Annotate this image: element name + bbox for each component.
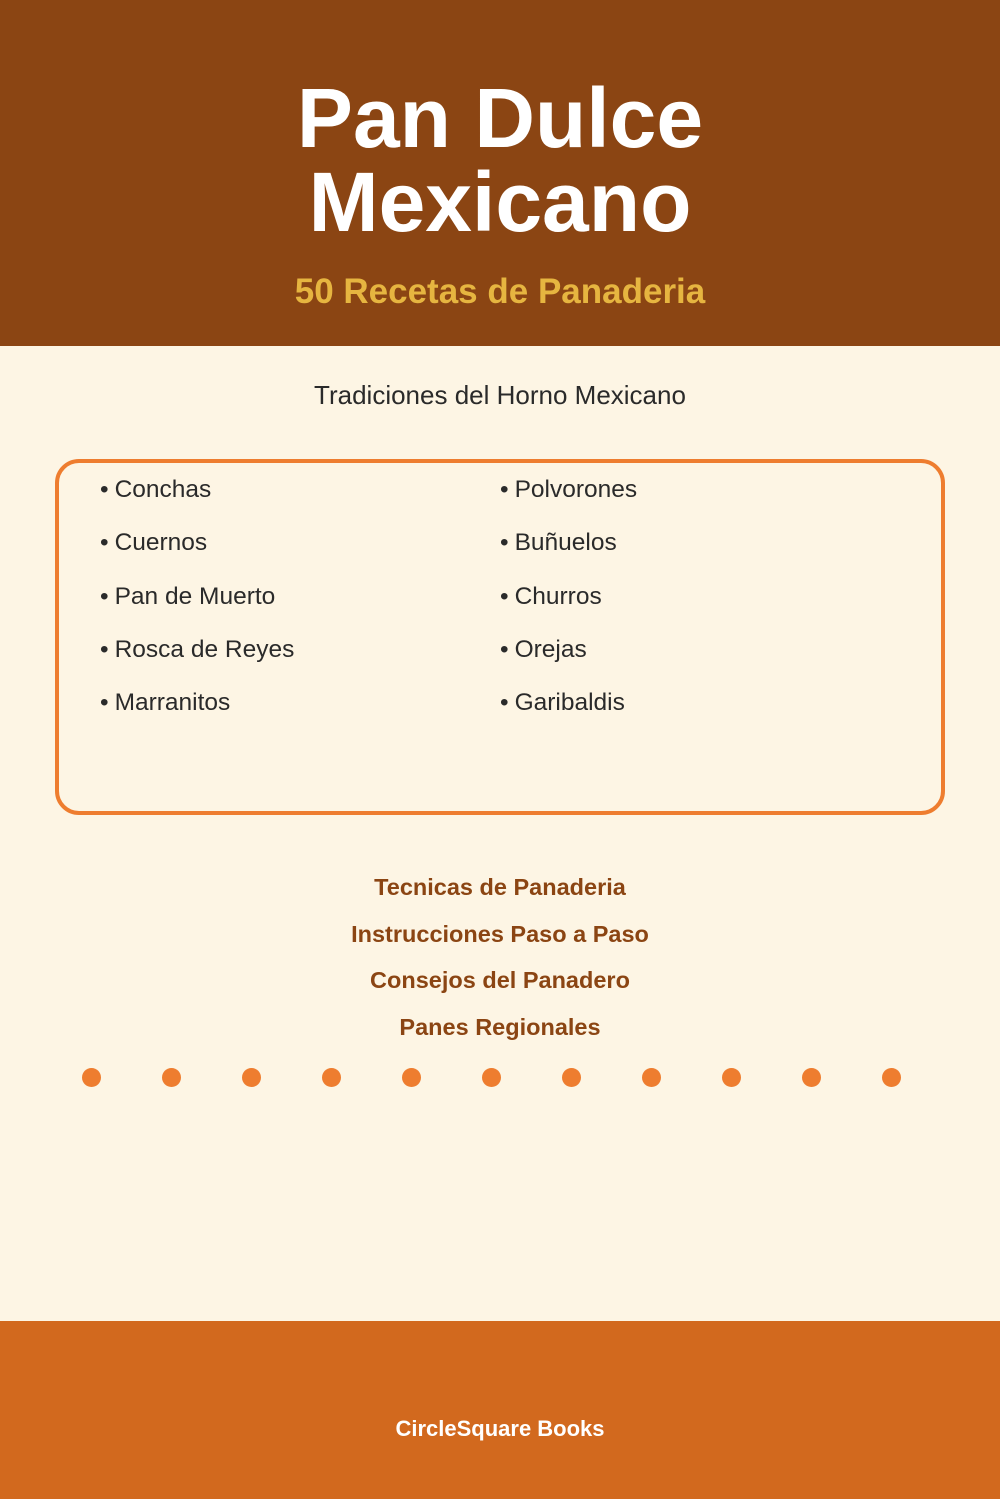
feature-item: Consejos del Panadero [370, 967, 630, 994]
tagline: Tradiciones del Horno Mexicano [314, 380, 686, 410]
recipe-item: • Marranitos [100, 688, 294, 741]
recipe-item: • Churros [500, 582, 637, 635]
feature-item: Instrucciones Paso a Paso [351, 920, 649, 947]
feature-list [0, 870, 1000, 1057]
decorative-dot [242, 1068, 261, 1087]
decorative-dot [482, 1068, 501, 1087]
decorative-dot-row [0, 1068, 1000, 1090]
recipe-column-left [100, 475, 294, 741]
decorative-dot [642, 1068, 661, 1087]
feature-item: Panes Regionales [399, 1014, 601, 1041]
decorative-dot [82, 1068, 101, 1087]
header-band [0, 0, 1000, 346]
recipe-item: • Cuernos [100, 528, 294, 581]
title-line-2: Mexicano [308, 155, 692, 249]
decorative-dot [322, 1068, 341, 1087]
decorative-dot [562, 1068, 581, 1087]
decorative-dot [882, 1068, 901, 1087]
decorative-dot [722, 1068, 741, 1087]
recipe-column-right [500, 475, 637, 741]
subtitle: 50 Recetas de Panaderia [294, 272, 706, 311]
recipe-list-box [55, 459, 945, 815]
title-line-1: Pan Dulce [296, 71, 704, 165]
publisher-name: CircleSquare Books [395, 1416, 605, 1441]
decorative-dot [162, 1068, 181, 1087]
recipe-item: • Garibaldis [500, 688, 637, 741]
recipe-item: • Orejas [500, 635, 637, 688]
feature-item: Tecnicas de Panaderia [374, 874, 626, 900]
recipe-item: • Polvorones [500, 475, 637, 528]
footer-band [0, 1321, 1000, 1499]
recipe-item: • Pan de Muerto [100, 582, 294, 635]
recipe-item: • Buñuelos [500, 528, 637, 581]
recipe-item: • Conchas [100, 475, 294, 528]
recipe-item: • Rosca de Reyes [100, 635, 294, 688]
decorative-dot [802, 1068, 821, 1087]
decorative-dot [402, 1068, 421, 1087]
